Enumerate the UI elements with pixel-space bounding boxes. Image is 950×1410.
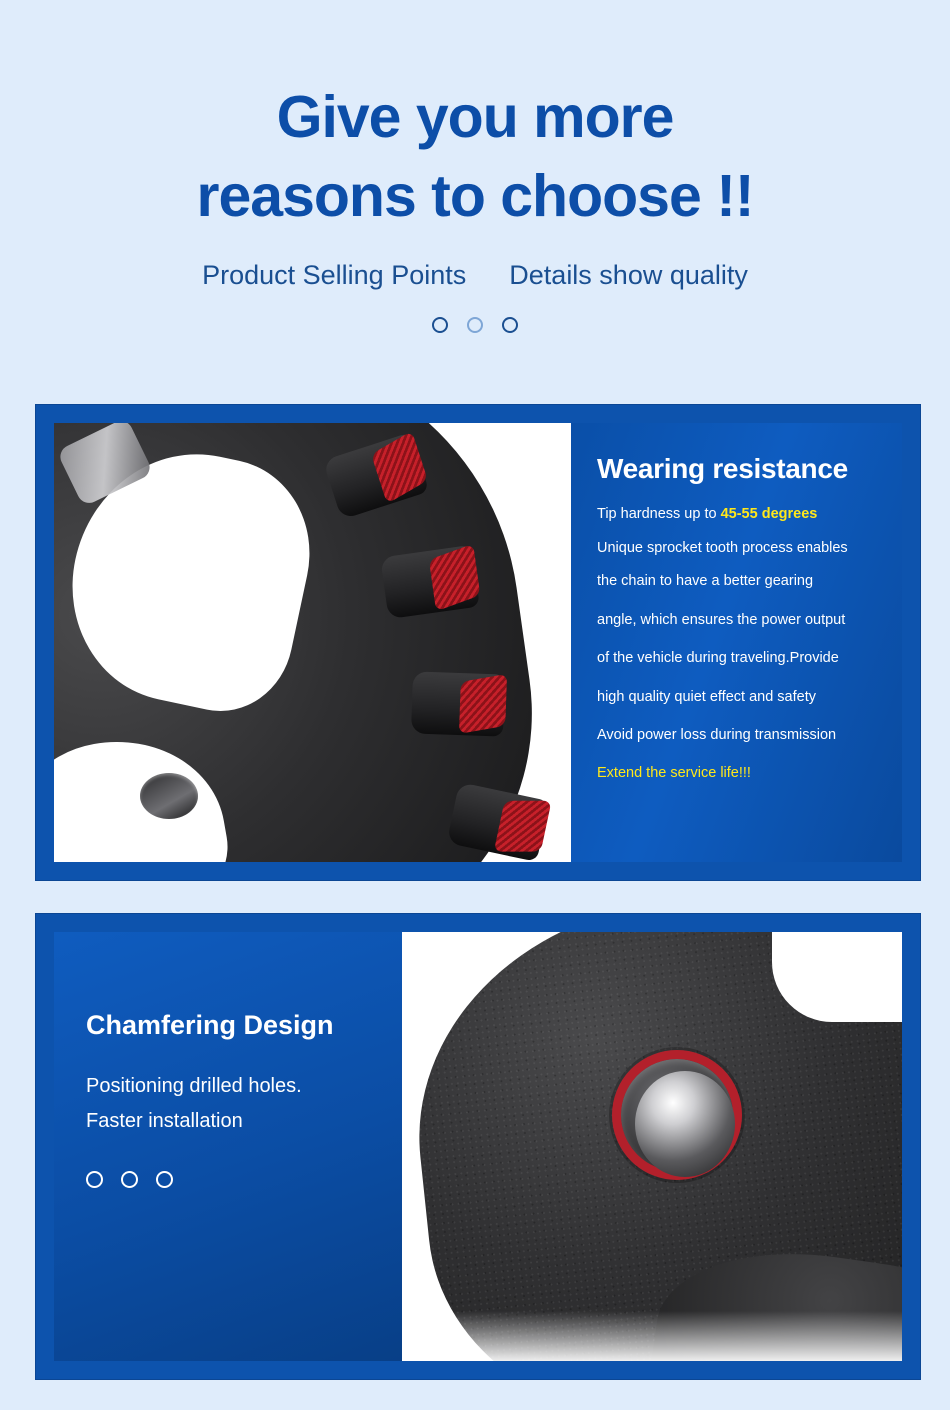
subtitle-right: Details show quality bbox=[509, 260, 748, 291]
chamfered-drill-hole bbox=[612, 1050, 742, 1180]
tooth-red-marker-3 bbox=[459, 674, 507, 734]
dot-indicator-1 bbox=[432, 317, 448, 333]
tooth-red-marker-4 bbox=[494, 801, 552, 852]
chamfering-text-block bbox=[54, 932, 402, 1361]
panel-1-line-7: Avoid power loss during transmission bbox=[597, 727, 837, 744]
headline-line-1: Give you more bbox=[276, 84, 674, 150]
chamfered-hole-photo bbox=[402, 932, 902, 1361]
panel-2-dot-2 bbox=[121, 1171, 138, 1188]
panel-1-line-1-prefix: Tip hardness up to bbox=[597, 506, 721, 522]
header-dot-indicators bbox=[0, 317, 950, 333]
panel-1-line-6: high quality quiet effect and safety bbox=[597, 688, 816, 705]
sprocket-tooth-3 bbox=[411, 671, 505, 736]
photo-bottom-fade bbox=[402, 1311, 902, 1361]
dot-indicator-2 bbox=[467, 317, 483, 333]
panel-2-line-2: Faster installation bbox=[86, 1110, 243, 1132]
tooth-red-marker-2 bbox=[429, 544, 480, 612]
panel-1-line-3: the chain to have a better gearing bbox=[597, 573, 814, 590]
panel-1-line-2: Unique sprocket tooth process enables bbox=[597, 539, 848, 556]
panel-1-line-4: angle, which ensures the power output bbox=[597, 611, 846, 628]
page-subtitle bbox=[0, 260, 950, 291]
sprocket-teeth-photo bbox=[54, 423, 571, 862]
panel-1-title: Wearing resistance bbox=[597, 453, 848, 484]
page-header bbox=[0, 0, 950, 333]
panel-1-line-1 bbox=[597, 505, 876, 525]
panel-1-line-8: Extend the service life!!! bbox=[597, 764, 751, 781]
panel-2-inner bbox=[54, 932, 902, 1361]
page-title bbox=[0, 78, 950, 236]
panel-2-dot-indicators bbox=[86, 1171, 372, 1188]
headline-line-2: reasons to choose !! bbox=[196, 163, 754, 230]
dot-indicator-3 bbox=[502, 317, 518, 333]
panel-1-line-5: of the vehicle during traveling.Provide bbox=[597, 650, 839, 667]
panel-2-dot-1 bbox=[86, 1171, 103, 1188]
panel-2-dot-3 bbox=[156, 1171, 173, 1188]
panel-2-title: Chamfering Design bbox=[86, 1010, 334, 1040]
panel-1-inner bbox=[54, 423, 902, 862]
feature-panel-chamfering-design bbox=[35, 913, 921, 1380]
sprocket-bolt-hole bbox=[140, 773, 198, 819]
panel-2-line-1: Positioning drilled holes. bbox=[86, 1075, 302, 1097]
subtitle-left: Product Selling Points bbox=[202, 260, 467, 291]
wearing-resistance-text-block bbox=[571, 423, 902, 862]
panel-1-hardness-highlight: 45-55 degrees bbox=[720, 506, 818, 522]
drill-hole-inner bbox=[635, 1071, 735, 1177]
sprocket-tooth-2 bbox=[380, 545, 480, 619]
feature-panel-wearing-resistance bbox=[35, 404, 921, 881]
